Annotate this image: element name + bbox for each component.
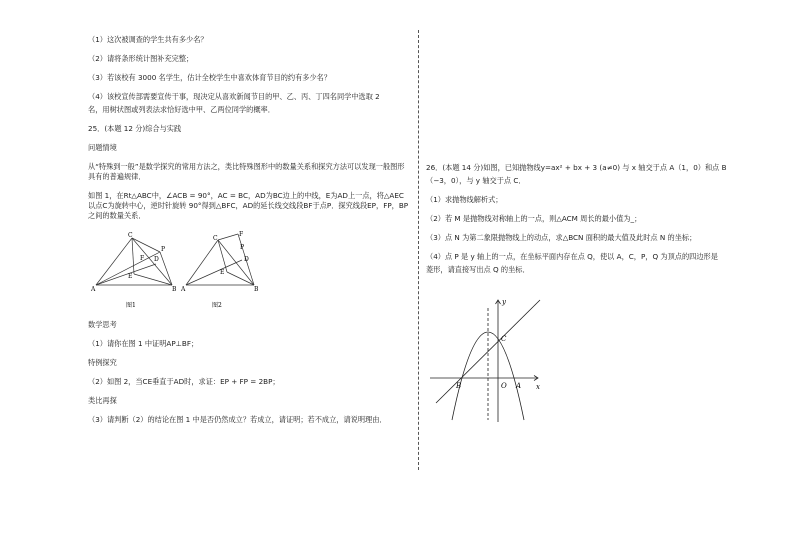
question-24-part-2: （2）请将条形统计图补充完整； <box>88 54 194 63</box>
fig2-label-B: B <box>254 286 259 293</box>
section-analogy: 类比再探 <box>88 396 117 405</box>
geometry-figures <box>88 230 268 312</box>
question-24-part-3: （3）若该校有 3000 名学生，估计全校学生中喜欢体育节目的约有多少名？ <box>88 73 332 82</box>
graph-label-C: C <box>501 335 507 343</box>
fig1-label-D: D <box>154 256 159 263</box>
problem-25-title: 25．(本题 12 分)综合与实践 <box>88 124 182 133</box>
right-column <box>426 163 756 284</box>
fig2-label-F: F <box>239 231 244 238</box>
graph-label-y: y <box>502 298 506 306</box>
question-24-part-1: （1）这次被调查的学生共有多少名？ <box>88 35 208 44</box>
problem-25-intro: 从“特殊到一般”是数学探究的常用方法之，类比特殊图形中的数量关系和探究方法可以发现一般图形具有的普遍规律． <box>88 162 405 181</box>
question-25-part-3: （3）请判断（2）的结论在图 1 中是否仍然成立？若成立，请证明；若不成立，请说明理由． <box>88 415 387 424</box>
section-problem-situation: 问题情境 <box>88 143 117 152</box>
fig1-label-C: C <box>128 232 133 239</box>
graph-label-x: x <box>536 383 540 391</box>
fig2-label-D: D <box>244 256 249 263</box>
question-24-part-4-line-2: 名，用树状图或列表法求恰好选中甲、乙两位同学的概率． <box>88 105 275 114</box>
parabola-graph <box>426 292 550 424</box>
left-column <box>88 35 410 434</box>
figure-1-caption: 图1 <box>126 302 136 309</box>
fig1-label-F: F <box>140 255 145 262</box>
question-25-part-2: （2）如图 2，当CE垂直于AD时，求证：EP + FP = 2BP； <box>88 377 280 386</box>
fig1-label-A: A <box>91 286 96 293</box>
figure-2-caption: 图2 <box>212 302 222 309</box>
question-26-part-1: （1）求抛物线解析式； <box>426 195 503 204</box>
problem-25-setup: 如图 1，在Rt△ABC中，∠ACB = 90°，AC = BC，AD为BC边上的中线，E为AD上一点，将△AEC以点C为旋转中心，逆时针旋转 90°得到△BFC，AD的延长线交线段BF于点P．探究线段EP，FP，BP之间的数量关系． <box>88 191 409 220</box>
question-24-part-4-line-1: （4）该校宣传部需要宣传干事，现决定从喜欢新闻节目的甲、乙、丙、丁四名同学中选取 2 <box>88 92 380 101</box>
fig1-label-B: B <box>172 286 177 293</box>
column-divider <box>418 30 419 470</box>
problem-26-line-1: 26．(本题 14 分)如图，已知抛物线y=ax² + bx + 3 (a≠0) 与 x 轴交于点 A（1，0）和点 B <box>426 163 727 172</box>
fig2-label-E: E <box>220 269 225 276</box>
figure-row <box>88 230 410 312</box>
question-26-part-4-line-1: （4）点 P 是 y 轴上的一点，在坐标平面内存在点 Q，使以 A，C，P，Q 为顶点的四边形是 <box>426 252 718 261</box>
graph-label-B: B <box>456 382 462 390</box>
fig1-label-E: E <box>128 273 133 280</box>
question-25-part-1: （1）请你在图 1 中证明AP⊥BF； <box>88 339 199 348</box>
section-special-case: 特例探究 <box>88 358 117 367</box>
fig2-label-P: P <box>240 244 245 251</box>
graph-label-A: A <box>516 382 522 390</box>
question-26-part-3: （3）点 N 为第二象限抛物线上的动点，求△BCN 面积的最大值及此时点 N 的坐标； <box>426 233 697 242</box>
graph-label-O: O <box>501 382 507 390</box>
fig2-label-C: C <box>213 235 218 242</box>
fig2-label-A: A <box>181 286 186 293</box>
question-26-part-4-line-2: 菱形，请直接写出点 Q 的坐标． <box>426 265 530 274</box>
fig1-label-P: P <box>161 246 166 253</box>
section-math-thinking: 数学思考 <box>88 320 117 329</box>
question-26-part-2: （2）若 M 是抛物线对称轴上的一点，则△ACM 周长的最小值为_； <box>426 214 642 223</box>
problem-26-line-2: （−3，0），与 y 轴交于点 C． <box>426 176 526 185</box>
